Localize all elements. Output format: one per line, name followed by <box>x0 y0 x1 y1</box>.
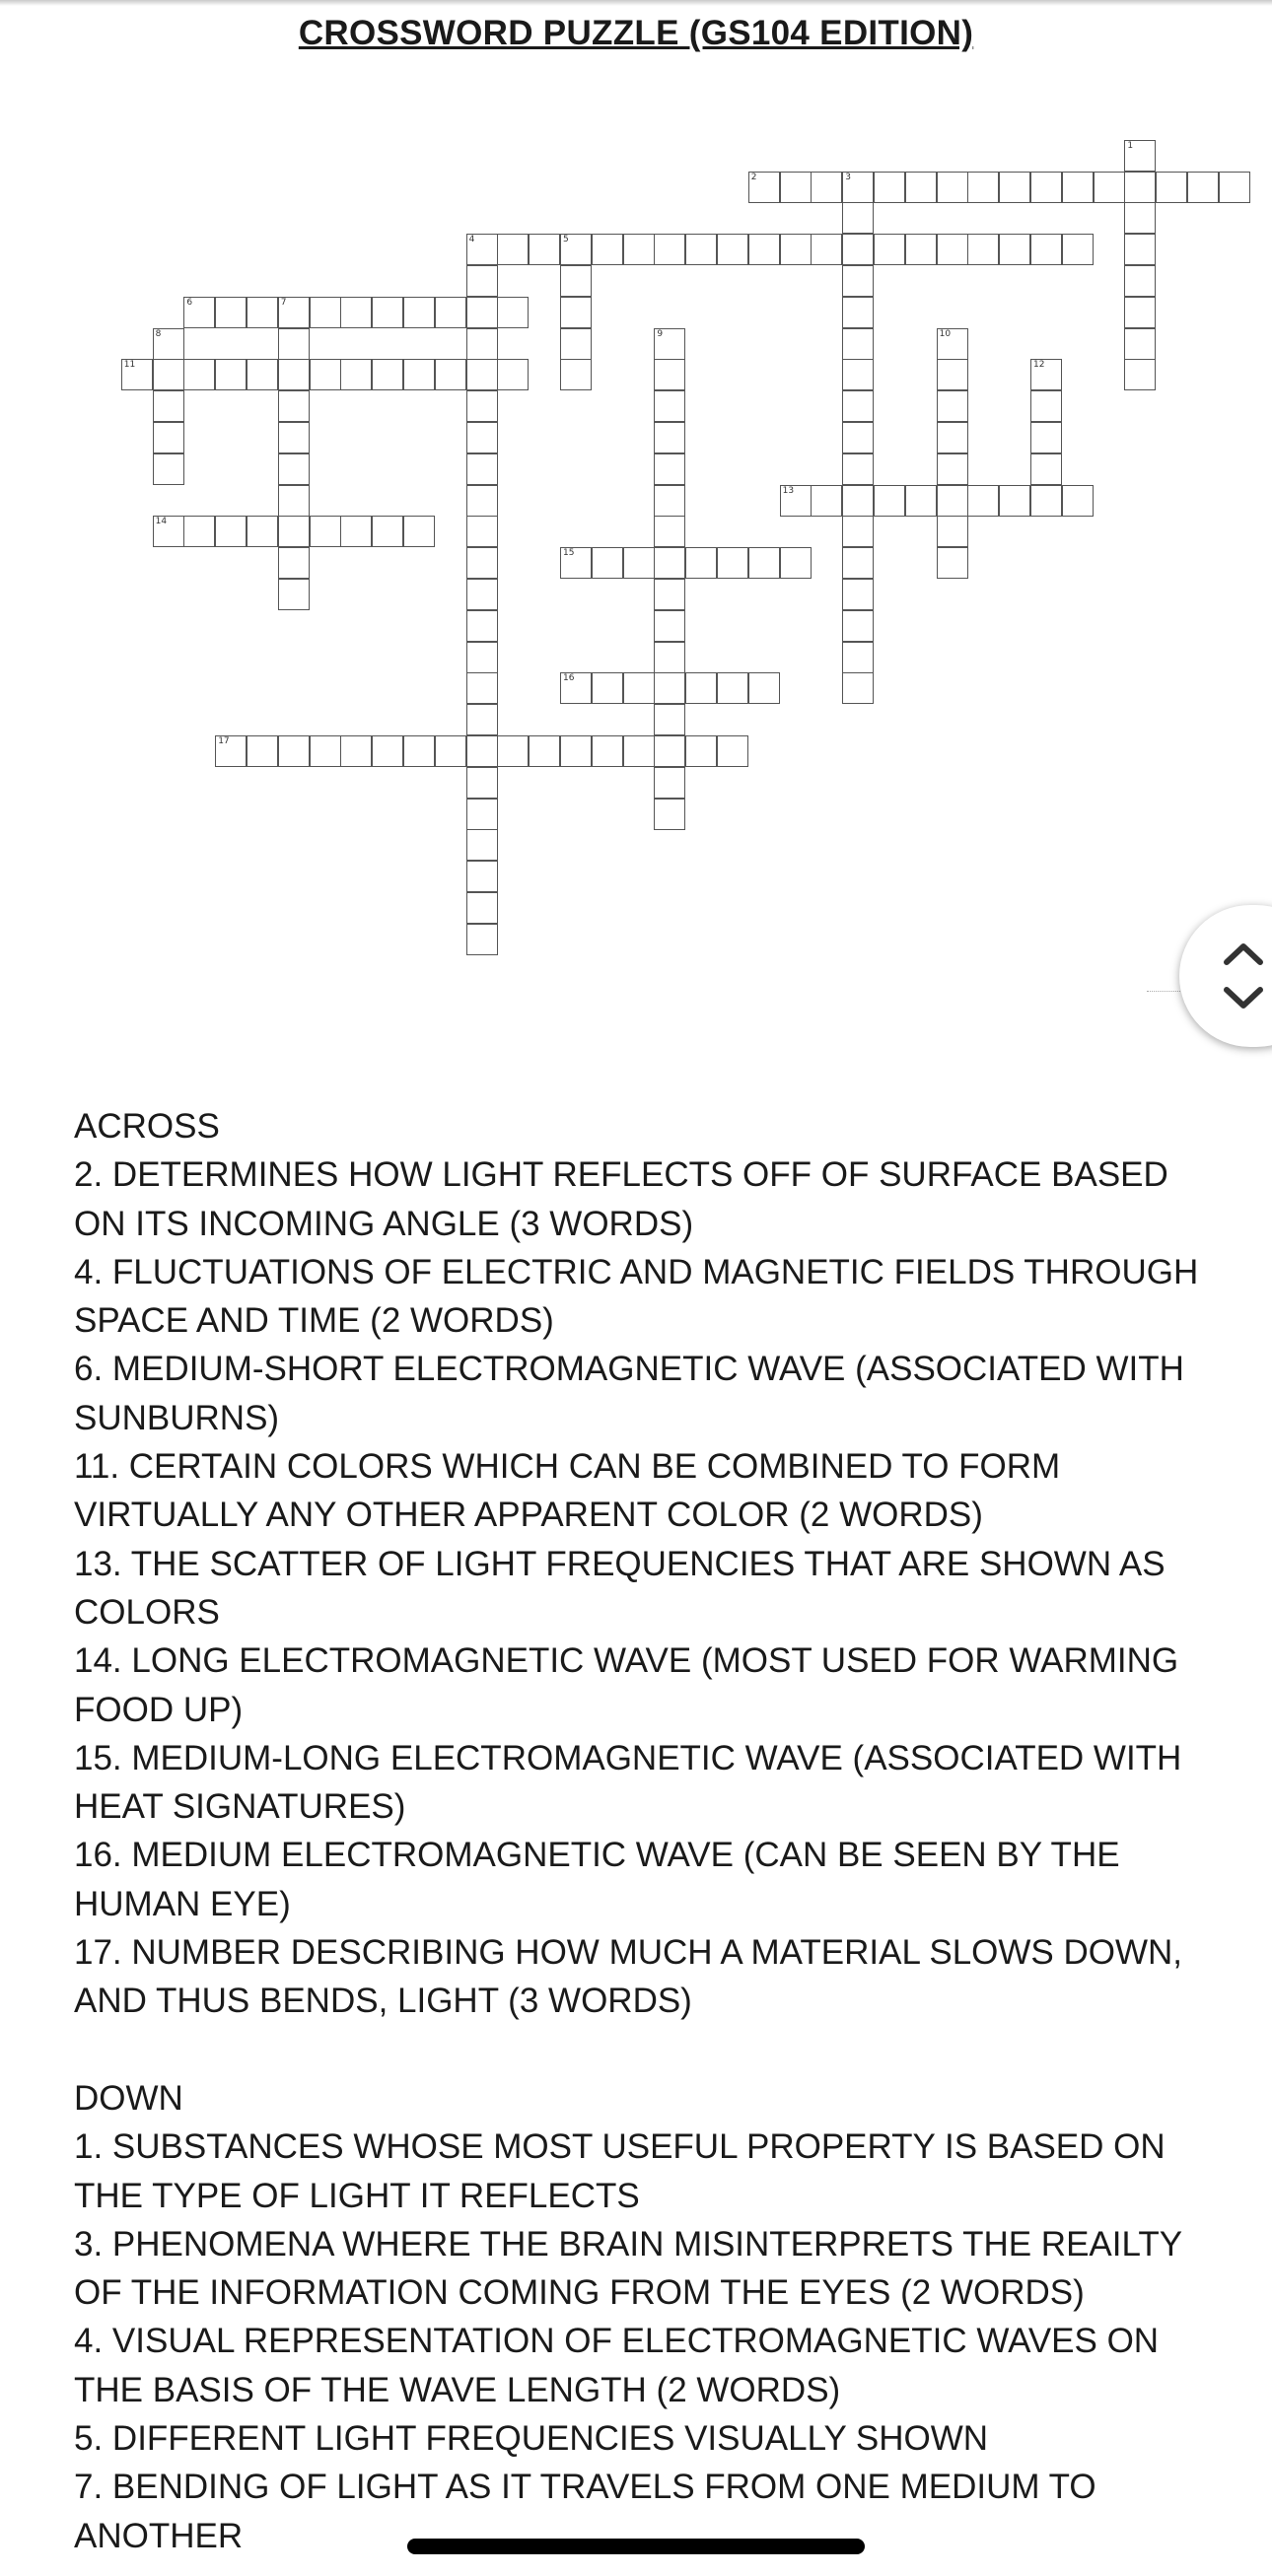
crossword-cell[interactable] <box>937 172 968 203</box>
crossword-cell[interactable] <box>999 234 1030 265</box>
crossword-cell[interactable] <box>780 485 812 517</box>
crossword-cell[interactable] <box>748 547 780 579</box>
crossword-cell[interactable] <box>842 579 874 610</box>
crossword-cell[interactable] <box>497 234 529 265</box>
crossword-cell[interactable] <box>278 297 310 328</box>
crossword-cell[interactable] <box>215 359 247 390</box>
crossword-cell[interactable] <box>1030 234 1062 265</box>
crossword-cell[interactable] <box>654 485 685 517</box>
crossword-cell[interactable] <box>874 234 905 265</box>
crossword-cell[interactable] <box>278 516 310 547</box>
crossword-cell[interactable] <box>654 516 685 547</box>
crossword-cell[interactable] <box>654 799 685 830</box>
crossword-cell[interactable] <box>466 672 498 704</box>
crossword-cell[interactable] <box>937 516 968 547</box>
crossword-cell[interactable] <box>1124 297 1156 328</box>
section-gap <box>74 2026 1208 2074</box>
crossword-cell[interactable] <box>278 453 310 485</box>
crossword-cell[interactable] <box>623 735 655 767</box>
crossword-cell[interactable] <box>780 234 812 265</box>
crossword-cell[interactable] <box>811 172 842 203</box>
crossword-cell[interactable] <box>1187 172 1219 203</box>
crossword-cell[interactable] <box>310 516 341 547</box>
crossword-cell[interactable] <box>654 453 685 485</box>
crossword-cell[interactable] <box>466 453 498 485</box>
crossword-cell[interactable] <box>247 359 278 390</box>
crossword-cell[interactable] <box>310 359 341 390</box>
crossword-cell[interactable] <box>937 390 968 422</box>
crossword-cell[interactable] <box>842 297 874 328</box>
crossword-cell[interactable] <box>685 547 717 579</box>
crossword-cell[interactable] <box>183 516 215 547</box>
across-clue: 17. NUMBER DESCRIBING HOW MUCH A MATERIAL SLOWS DOWN, AND THUS BENDS, LIGHT (3 WORDS) <box>74 1933 1183 2021</box>
crossword-cell[interactable] <box>842 453 874 485</box>
home-indicator[interactable] <box>407 2539 865 2554</box>
crossword-cell[interactable] <box>497 735 529 767</box>
crossword-cell[interactable] <box>278 390 310 422</box>
crossword-cell[interactable] <box>560 328 592 360</box>
crossword-cell[interactable] <box>967 234 999 265</box>
crossword-cell[interactable] <box>215 516 247 547</box>
crossword-cell[interactable] <box>654 642 685 673</box>
crossword-cell[interactable] <box>623 547 655 579</box>
crossword-cell[interactable] <box>999 172 1030 203</box>
crossword-cell[interactable] <box>937 328 968 360</box>
crossword-cell[interactable] <box>466 516 498 547</box>
crossword-cell[interactable] <box>340 359 372 390</box>
crossword-cell[interactable] <box>466 579 498 610</box>
clues-section <box>74 1102 1208 2560</box>
crossword-cell[interactable] <box>340 297 372 328</box>
crossword-cell[interactable] <box>592 735 623 767</box>
crossword-cell[interactable] <box>1062 172 1094 203</box>
crossword-cell[interactable] <box>153 422 184 453</box>
crossword-cell[interactable] <box>153 453 184 485</box>
crossword-cell[interactable] <box>874 172 905 203</box>
crossword-cell[interactable] <box>1030 172 1062 203</box>
crossword-cell[interactable] <box>560 359 592 390</box>
crossword-cell[interactable] <box>403 516 435 547</box>
clue-number: 11 <box>123 360 136 371</box>
scroll-track <box>1147 991 1180 994</box>
crossword-cell[interactable] <box>654 672 685 704</box>
crossword-cell[interactable] <box>278 735 310 767</box>
down-clue: 3. PHENOMENA WHERE THE BRAIN MISINTERPRETS THE REAILTY OF THE INFORMATION COMING FROM THE EYES (2 WORDS) <box>74 2224 1182 2313</box>
crossword-cell[interactable] <box>654 328 685 360</box>
crossword-cell[interactable] <box>748 172 780 203</box>
crossword-cell[interactable] <box>466 547 498 579</box>
crossword-cell[interactable] <box>215 297 247 328</box>
crossword-cell[interactable] <box>592 547 623 579</box>
crossword-cell[interactable] <box>1219 172 1250 203</box>
crossword-cell[interactable] <box>466 328 498 360</box>
crossword-cell[interactable] <box>278 422 310 453</box>
clue-number: 16 <box>563 673 575 684</box>
crossword-cell[interactable] <box>466 829 498 861</box>
crossword-cell[interactable] <box>466 610 498 642</box>
across-clue: 11. CERTAIN COLORS WHICH CAN BE COMBINED TO FORM VIRTUALLY ANY OTHER APPARENT COLOR (2 WORDS) <box>74 1447 1061 1535</box>
crossword-cell[interactable] <box>497 359 529 390</box>
chevron-down-icon[interactable] <box>1227 990 1260 1006</box>
crossword-cell[interactable] <box>403 735 435 767</box>
crossword-cell[interactable] <box>1124 328 1156 360</box>
crossword-cell[interactable] <box>592 234 623 265</box>
crossword-cell[interactable] <box>560 297 592 328</box>
crossword-cell[interactable] <box>1124 265 1156 297</box>
page-title: CROSSWORD PUZZLE (GS104 EDITION) <box>298 14 974 52</box>
crossword-cell[interactable] <box>340 516 372 547</box>
crossword-cell[interactable] <box>717 672 748 704</box>
crossword-cell[interactable] <box>560 672 592 704</box>
crossword-cell[interactable] <box>278 579 310 610</box>
crossword-cell[interactable] <box>654 234 685 265</box>
crossword-cell[interactable] <box>842 359 874 390</box>
crossword-cell[interactable] <box>153 390 184 422</box>
crossword-cell[interactable] <box>466 861 498 892</box>
clue-number: 17 <box>218 736 230 746</box>
crossword-cell[interactable] <box>654 547 685 579</box>
crossword-cell[interactable] <box>466 359 498 390</box>
crossword-cell[interactable] <box>466 390 498 422</box>
clue-number: 8 <box>155 328 162 339</box>
crossword-cell[interactable] <box>466 735 498 767</box>
crossword-cell[interactable] <box>310 735 341 767</box>
clue-number: 10 <box>939 328 952 339</box>
crossword-cell[interactable] <box>466 234 498 265</box>
crossword-cell[interactable] <box>780 547 812 579</box>
crossword-cell[interactable] <box>372 735 403 767</box>
chevron-up-icon[interactable] <box>1227 946 1260 962</box>
crossword-cell[interactable] <box>842 642 874 673</box>
crossword-cell[interactable] <box>654 704 685 735</box>
crossword-cell[interactable] <box>937 422 968 453</box>
down-clue: 4. VISUAL REPRESENTATION OF ELECTROMAGNETIC WAVES ON THE BASIS OF THE WAVE LENGTH (2 WORDS) <box>74 2322 1160 2409</box>
crossword-cell[interactable] <box>842 516 874 547</box>
crossword-cell[interactable] <box>215 735 247 767</box>
crossword-cell[interactable] <box>466 704 498 735</box>
crossword-cell[interactable] <box>278 547 310 579</box>
crossword-cell[interactable] <box>466 767 498 799</box>
crossword-cell[interactable] <box>811 485 842 517</box>
crossword-grid <box>0 0 1272 996</box>
crossword-cell[interactable] <box>340 735 372 767</box>
crossword-cell[interactable] <box>1124 172 1156 203</box>
clue-number: 6 <box>186 297 193 308</box>
crossword-cell[interactable] <box>1062 485 1094 517</box>
across-clue: 15. MEDIUM-LONG ELECTROMAGNETIC WAVE (ASSOCIATED WITH HEAT SIGNATURES) <box>74 1738 1182 1827</box>
crossword-cell[interactable] <box>466 892 498 924</box>
across-clue: 4. FLUCTUATIONS OF ELECTRIC AND MAGNETIC FIELDS THROUGH SPACE AND TIME (2 WORDS) <box>74 1252 1199 1341</box>
across-heading: ACROSS <box>74 1107 220 1146</box>
crossword-cell[interactable] <box>153 516 184 547</box>
crossword-cell[interactable] <box>1030 390 1062 422</box>
across-clue: 2. DETERMINES HOW LIGHT REFLECTS OFF OF SURFACE BASED ON ITS INCOMING ANGLE (3 WORDS) <box>74 1155 1168 1243</box>
crossword-cell[interactable] <box>403 297 435 328</box>
crossword-cell[interactable] <box>121 359 153 390</box>
crossword-cell[interactable] <box>560 234 592 265</box>
clue-number: 2 <box>750 172 757 182</box>
crossword-cell[interactable] <box>685 234 717 265</box>
crossword-cell[interactable] <box>153 359 184 390</box>
crossword-cell[interactable] <box>1030 422 1062 453</box>
crossword-cell[interactable] <box>466 265 498 297</box>
crossword-cell[interactable] <box>372 297 403 328</box>
crossword-cell[interactable] <box>780 172 812 203</box>
crossword-cell[interactable] <box>372 359 403 390</box>
crossword-cell[interactable] <box>372 516 403 547</box>
crossword-cell[interactable] <box>937 547 968 579</box>
crossword-cell[interactable] <box>153 328 184 360</box>
crossword-cell[interactable] <box>842 485 874 517</box>
crossword-cell[interactable] <box>811 234 842 265</box>
crossword-cell[interactable] <box>278 359 310 390</box>
crossword-cell[interactable] <box>529 735 560 767</box>
crossword-cell[interactable] <box>1030 359 1062 390</box>
crossword-cell[interactable] <box>905 172 937 203</box>
crossword-cell[interactable] <box>466 799 498 830</box>
crossword-cell[interactable] <box>1030 453 1062 485</box>
clue-number: 15 <box>563 548 575 559</box>
crossword-cell[interactable] <box>1124 140 1156 172</box>
crossword-cell[interactable] <box>560 735 592 767</box>
across-clue: 13. THE SCATTER OF LIGHT FREQUENCIES THAT ARE SHOWN AS COLORS <box>74 1544 1166 1632</box>
crossword-cell[interactable] <box>654 390 685 422</box>
crossword-cell[interactable] <box>842 422 874 453</box>
crossword-cell[interactable] <box>905 234 937 265</box>
crossword-cell[interactable] <box>183 359 215 390</box>
crossword-cell[interactable] <box>247 297 278 328</box>
crossword-cell[interactable] <box>999 485 1030 517</box>
crossword-cell[interactable] <box>247 735 278 767</box>
crossword-cell[interactable] <box>842 610 874 642</box>
crossword-cell[interactable] <box>435 359 466 390</box>
crossword-cell[interactable] <box>654 359 685 390</box>
clue-number: 4 <box>468 235 475 245</box>
crossword-cell[interactable] <box>654 579 685 610</box>
crossword-cell[interactable] <box>247 516 278 547</box>
crossword-cell[interactable] <box>842 234 874 265</box>
crossword-cell[interactable] <box>717 234 748 265</box>
crossword-cell[interactable] <box>717 547 748 579</box>
clue-number: 5 <box>563 235 569 245</box>
crossword-cell[interactable] <box>183 297 215 328</box>
crossword-cell[interactable] <box>403 359 435 390</box>
clue-number: 12 <box>1033 360 1045 371</box>
crossword-cell[interactable] <box>937 359 968 390</box>
crossword-cell[interactable] <box>435 735 466 767</box>
crossword-cell[interactable] <box>278 328 310 360</box>
down-heading: DOWN <box>74 2078 183 2118</box>
crossword-cell[interactable] <box>466 924 498 955</box>
crossword-cell[interactable] <box>1030 485 1062 517</box>
crossword-cell[interactable] <box>842 390 874 422</box>
clue-number: 13 <box>782 485 795 496</box>
crossword-cell[interactable] <box>1062 234 1094 265</box>
crossword-cell[interactable] <box>842 547 874 579</box>
across-clue: 6. MEDIUM-SHORT ELECTROMAGNETIC WAVE (ASSOCIATED WITH SUNBURNS) <box>74 1350 1184 1437</box>
crossword-cell[interactable] <box>967 172 999 203</box>
crossword-cell[interactable] <box>842 202 874 234</box>
down-clue: 5. DIFFERENT LIGHT FREQUENCIES VISUALLY SHOWN <box>74 2419 989 2459</box>
clue-number: 3 <box>845 172 851 182</box>
clue-number: 1 <box>1127 140 1134 151</box>
clue-number: 9 <box>657 328 664 339</box>
crossword-cell[interactable] <box>278 485 310 517</box>
across-clue: 14. LONG ELECTROMAGNETIC WAVE (MOST USED FOR WARMING FOOD UP) <box>74 1641 1179 1729</box>
crossword-cell[interactable] <box>1124 234 1156 265</box>
crossword-cell[interactable] <box>748 234 780 265</box>
crossword-cell[interactable] <box>310 297 341 328</box>
crossword-cell[interactable] <box>842 328 874 360</box>
crossword-cell[interactable] <box>529 234 560 265</box>
crossword-cell[interactable] <box>1094 172 1125 203</box>
crossword-cell[interactable] <box>685 735 717 767</box>
crossword-cell[interactable] <box>592 672 623 704</box>
crossword-cell[interactable] <box>842 172 874 203</box>
crossword-cell[interactable] <box>466 297 498 328</box>
crossword-cell[interactable] <box>497 297 529 328</box>
crossword-cell[interactable] <box>937 453 968 485</box>
crossword-cell[interactable] <box>623 234 655 265</box>
crossword-cell[interactable] <box>937 234 968 265</box>
crossword-cell[interactable] <box>842 672 874 704</box>
crossword-cell[interactable] <box>905 485 937 517</box>
crossword-cell[interactable] <box>967 485 999 517</box>
clue-number: 14 <box>155 517 168 527</box>
crossword-cell[interactable] <box>937 485 968 517</box>
crossword-cell[interactable] <box>654 422 685 453</box>
crossword-cell[interactable] <box>685 672 717 704</box>
crossword-cell[interactable] <box>623 672 655 704</box>
across-clue: 16. MEDIUM ELECTROMAGNETIC WAVE (CAN BE SEEN BY THE HUMAN EYE) <box>74 1836 1120 1923</box>
crossword-cell[interactable] <box>1124 202 1156 234</box>
crossword-cell[interactable] <box>654 735 685 767</box>
crossword-cell[interactable] <box>842 265 874 297</box>
crossword-cell[interactable] <box>560 547 592 579</box>
crossword-cell[interactable] <box>466 485 498 517</box>
crossword-cell[interactable] <box>1124 359 1156 390</box>
crossword-cell[interactable] <box>748 672 780 704</box>
crossword-cell[interactable] <box>560 265 592 297</box>
down-clue: 7. BENDING OF LIGHT AS IT TRAVELS FROM ONE MEDIUM TO ANOTHER <box>74 2468 1096 2555</box>
crossword-cell[interactable] <box>654 767 685 799</box>
down-clue: 1. SUBSTANCES WHOSE MOST USEFUL PROPERTY IS BASED ON THE TYPE OF LIGHT IT REFLECTS <box>74 2127 1166 2215</box>
clue-number: 7 <box>280 297 287 308</box>
crossword-cell[interactable] <box>717 735 748 767</box>
crossword-cell[interactable] <box>466 422 498 453</box>
crossword-cell[interactable] <box>874 485 905 517</box>
crossword-cell[interactable] <box>466 642 498 673</box>
crossword-cell[interactable] <box>654 610 685 642</box>
crossword-cell[interactable] <box>435 297 466 328</box>
crossword-cell[interactable] <box>1156 172 1187 203</box>
